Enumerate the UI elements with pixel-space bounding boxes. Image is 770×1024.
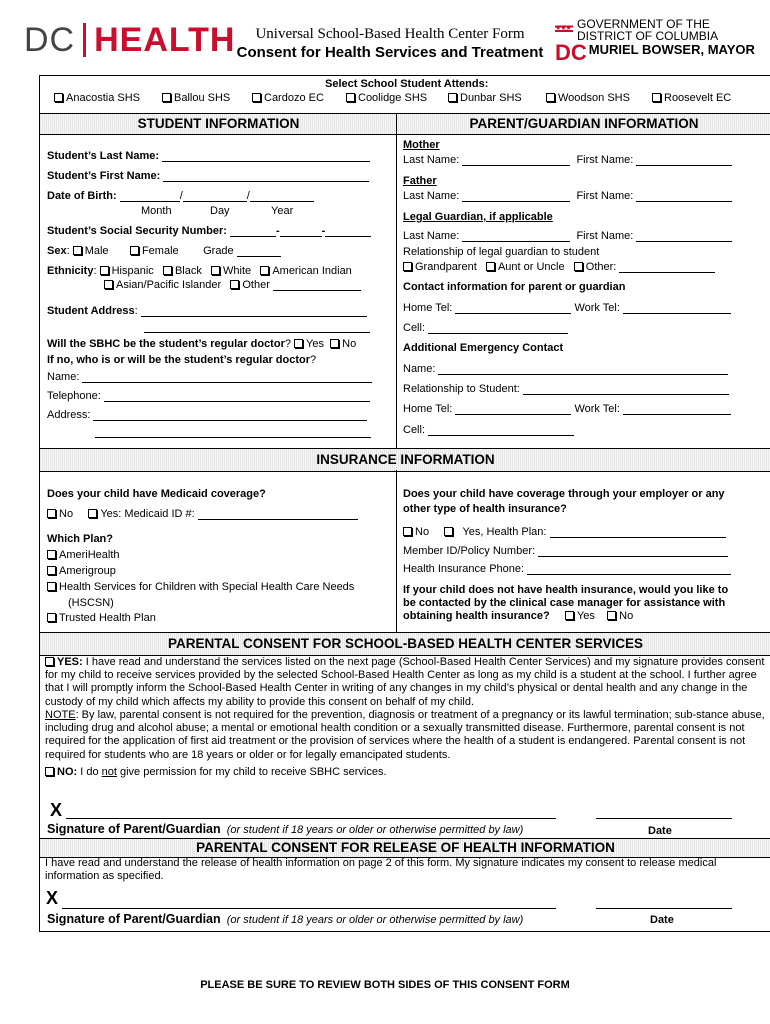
father-last-name: Last Name: First Name: — [403, 190, 732, 202]
dob-year-field[interactable] — [250, 191, 314, 202]
male-checkbox[interactable] — [73, 246, 82, 255]
signature-x-2: X — [46, 888, 59, 908]
dob-label: Date of Birth: / / — [47, 190, 314, 202]
legal-guardian-label: Legal Guardian, if applicable — [403, 211, 553, 223]
plan-trusted[interactable]: Trusted Health Plan — [47, 612, 156, 624]
guardian-relationship-options: Grandparent Aunt or Uncle Other: — [403, 261, 715, 273]
school-woodson[interactable]: Woodson SHS — [546, 92, 630, 104]
medicaid-no-checkbox[interactable] — [47, 509, 56, 518]
ssn-field-3[interactable] — [325, 226, 371, 237]
medicaid-question: Does your child have Medicaid coverage? — [47, 488, 266, 500]
emergency-relationship-field[interactable] — [523, 384, 729, 395]
date-line-2[interactable] — [596, 907, 732, 909]
student-info-heading: STUDENT INFORMATION — [137, 116, 300, 131]
father-first-name-field[interactable] — [636, 191, 732, 202]
other-ethnicity-field[interactable] — [273, 280, 361, 291]
school-cardozo[interactable]: Cardozo EC — [252, 92, 324, 104]
emergency-work-tel-field[interactable] — [623, 404, 731, 415]
checkbox-icon[interactable] — [652, 93, 661, 102]
insurance-heading: INSURANCE INFORMATION — [40, 448, 770, 472]
form-body — [39, 75, 770, 932]
checkbox-icon[interactable] — [54, 93, 63, 102]
doctor-address-field-2[interactable] — [95, 427, 371, 438]
column-divider — [396, 113, 397, 448]
parent-info-heading: PARENT/GUARDIAN INFORMATION — [469, 116, 699, 131]
emergency-name: Name: — [403, 363, 728, 375]
parent-work-tel-field[interactable] — [623, 303, 731, 314]
school-label: Select School Student Attends: — [325, 78, 489, 90]
checkbox-icon[interactable] — [47, 613, 56, 622]
hispanic-checkbox[interactable] — [100, 266, 109, 275]
guardian-last-name-field[interactable] — [462, 231, 570, 242]
father-last-name-field[interactable] — [462, 191, 570, 202]
logo-divider — [83, 23, 86, 57]
month-caption: Month — [141, 205, 172, 217]
guardian-relationship-label: Relationship of legal guardian to student — [403, 246, 600, 258]
consent-heading: PARENTAL CONSENT FOR SCHOOL-BASED HEALTH CENTER SERVICES — [40, 632, 770, 656]
year-caption: Year — [271, 205, 294, 217]
student-first-name-field[interactable] — [163, 171, 369, 182]
mother-last-name-field[interactable] — [462, 155, 570, 166]
emergency-name-field[interactable] — [438, 364, 728, 375]
black-checkbox[interactable] — [163, 266, 172, 275]
member-id-field[interactable] — [538, 546, 728, 557]
school-dunbar[interactable]: Dunbar SHS — [448, 92, 522, 104]
mayor-name: MURIEL BOWSER, MAYOR — [588, 42, 755, 57]
parent-cell-field[interactable] — [428, 323, 568, 334]
ssn-field-2[interactable] — [280, 226, 322, 237]
checkbox-icon[interactable] — [346, 93, 355, 102]
consent-no-paragraph: NO: I do not give permission for my child to receive SBHC services. — [45, 766, 767, 779]
dc-health-logo — [24, 18, 235, 62]
insurance-phone-label: Health Insurance Phone: — [403, 563, 731, 575]
logo-dc: DC — [24, 20, 76, 59]
emergency-cell-field[interactable] — [428, 425, 574, 436]
guardian-first-name-field[interactable] — [636, 231, 732, 242]
who-doctor-question: If no, who is or will be the student’s regular doctor? — [47, 354, 317, 366]
grandparent-checkbox[interactable] — [403, 262, 412, 271]
other-relationship-checkbox[interactable] — [574, 262, 583, 271]
plan-hscsn[interactable]: Health Services for Children with Special Health Care Needs — [47, 581, 354, 593]
footer-reminder: PLEASE BE SURE TO REVIEW BOTH SIDES OF THIS CONSENT FORM — [200, 979, 570, 991]
parent-cell: Cell: — [403, 322, 568, 334]
doctor-telephone-field[interactable] — [104, 391, 370, 402]
doctor-address-field[interactable] — [93, 410, 367, 421]
doctor-address-label: Address: — [47, 409, 367, 421]
regular-doctor-question: Will the SBHC be the student’s regular doctor? Yes No — [47, 338, 357, 350]
gov-dc-mark: DC — [555, 40, 587, 65]
guardian-last-name: Last Name: First Name: — [403, 230, 732, 242]
checkbox-icon[interactable] — [47, 566, 56, 575]
medicaid-id-field[interactable] — [198, 509, 358, 520]
release-heading: PARENTAL CONSENT FOR RELEASE OF HEALTH INFORMATION — [40, 838, 770, 858]
which-plan-label: Which Plan? — [47, 533, 113, 545]
mother-label: Mother — [403, 139, 440, 151]
other-ethnicity-checkbox[interactable] — [230, 280, 239, 289]
student-last-name-field[interactable] — [162, 151, 370, 162]
signature-label-1: Signature of Parent/Guardian (or student if 18 years or older or otherwise permitted by law) — [47, 822, 524, 836]
checkbox-icon[interactable] — [448, 93, 457, 102]
signature-x-1: X — [50, 800, 63, 820]
government-logo — [555, 17, 755, 65]
mother-last-name: Last Name: First Name: — [403, 154, 732, 166]
flag-icon: ★★★ — [555, 20, 573, 34]
employer-question-2: other type of health insurance? — [403, 503, 567, 515]
case-manager-q2: be contacted by the clinical case manager for assistance with — [403, 597, 726, 609]
school-coolidge[interactable]: Coolidge SHS — [346, 92, 427, 104]
consent-yes-paragraph: YES: I have read and understand the services listed on the next page (School-Based Health Center Services) and my signature provides consent for my child to receive services provided by the selected School-Based Health Center as long as my child is a student at the school. I further agree that I will promptly inform the School-Based Health Center in writing of any changes in my child’s physical or dental health and any change in the custody of my child which affects my ability to provide this consent on behalf of my child. — [45, 656, 765, 708]
medicaid-yes-checkbox[interactable] — [88, 509, 97, 518]
gov-line-2: DISTRICT OF COLUMBIA — [577, 29, 719, 43]
form-title: Universal School-Based Health Center Form — [255, 26, 525, 42]
checkbox-icon[interactable] — [47, 550, 56, 559]
employer-question-1: Does your child have coverage through your employer or any — [403, 488, 725, 500]
hscsn-abbrev: (HSCSN) — [68, 597, 114, 609]
case-yes-checkbox[interactable] — [565, 611, 574, 620]
doctor-name-label: Name: — [47, 371, 372, 383]
asian-checkbox[interactable] — [104, 280, 113, 289]
date-label-2: Date — [650, 914, 674, 926]
sex-row: Sex: Male Female Grade — [47, 245, 281, 257]
female-checkbox[interactable] — [130, 246, 139, 255]
school-roosevelt[interactable]: Roosevelt EC — [652, 92, 731, 104]
other-relationship-field[interactable] — [619, 262, 715, 273]
ethnicity-row-2: Asian/Pacific Islander Other — [104, 279, 361, 291]
gov-line-1: GOVERNMENT OF THE — [577, 17, 710, 31]
date-label-1: Date — [648, 825, 672, 837]
doctor-telephone-label: Telephone: — [47, 390, 370, 402]
mother-first-name-field[interactable] — [636, 155, 732, 166]
emergency-home-tel: Home Tel: Work Tel: — [403, 403, 731, 415]
student-last-name-label: Student’s Last Name: — [47, 150, 370, 162]
insurance-divider — [396, 470, 397, 632]
case-no-checkbox[interactable] — [607, 611, 616, 620]
checkbox-icon[interactable] — [162, 93, 171, 102]
contact-info-label: Contact information for parent or guardian — [403, 281, 626, 293]
student-address-field-2[interactable] — [144, 322, 370, 333]
info-headers — [40, 113, 770, 135]
case-manager-q1: If your child does not have health insurance, would you like to — [403, 584, 729, 596]
student-address-line2 — [144, 321, 370, 333]
employer-yes-checkbox[interactable] — [444, 527, 453, 536]
aunt-uncle-checkbox[interactable] — [486, 262, 495, 271]
student-first-name-label: Student’s First Name: — [47, 170, 369, 182]
insurance-phone-field[interactable] — [527, 564, 731, 575]
ethnicity-row: Ethnicity: Hispanic Black White American Indian — [47, 265, 352, 277]
plan-amerihealth[interactable]: AmeriHealth — [47, 549, 120, 561]
release-paragraph: I have read and understand the release of health information on page 2 of this form. My signature indicates my consent to release medical information as specified. — [45, 857, 717, 883]
emergency-home-tel-field[interactable] — [455, 404, 571, 415]
employer-no-checkbox[interactable] — [403, 527, 412, 536]
regular-doctor-no-checkbox[interactable] — [330, 339, 339, 348]
emergency-relationship: Relationship to Student: — [403, 383, 729, 395]
parent-home-tel-field[interactable] — [455, 303, 571, 314]
logo-health: HEALTH — [94, 20, 236, 59]
medicaid-options: No Yes: Medicaid ID #: — [47, 508, 358, 520]
day-caption: Day — [210, 205, 230, 217]
checkbox-icon[interactable] — [47, 582, 56, 591]
employer-options: No Yes, Health Plan: — [403, 526, 726, 538]
doctor-name-field[interactable] — [82, 372, 372, 383]
plan-amerigroup[interactable]: Amerigroup — [47, 565, 116, 577]
american-indian-checkbox[interactable] — [260, 266, 269, 275]
consent-yes-checkbox[interactable] — [45, 657, 54, 666]
white-checkbox[interactable] — [211, 266, 220, 275]
student-address-label: Student Address: — [47, 305, 367, 317]
signature-line-2[interactable] — [62, 907, 556, 909]
consent-note-paragraph: NOTE: By law, parental consent is not required for the prevention, diagnosis or treatment of a pregnancy or its lawful termination; sub-stance abuse, including drug and alcohol abuse; a mental or emotional health condition or a sexually transmitted disease. Furthermore, parental consent is not required for the application of first aid treatment or the provision of services where the health of a student is endangered. Parental consent is not required for students who are 18 years or older or for legally emancipated students. — [45, 709, 765, 761]
father-label: Father — [403, 175, 437, 187]
dob-day-field[interactable] — [183, 191, 247, 202]
emergency-cell: Cell: — [403, 424, 574, 436]
date-line-1[interactable] — [596, 817, 732, 819]
student-address-field[interactable] — [141, 306, 367, 317]
ssn-label: Student’s Social Security Number: - - — [47, 225, 371, 237]
consent-no-checkbox[interactable] — [45, 767, 54, 776]
school-ballou[interactable]: Ballou SHS — [162, 92, 230, 104]
member-id-label: Member ID/Policy Number: — [403, 545, 728, 557]
ssn-field-1[interactable] — [230, 226, 276, 237]
form-subtitle: Consent for Health Services and Treatment — [236, 44, 544, 61]
signature-label-2: Signature of Parent/Guardian (or student if 18 years or older or otherwise permitted by law) — [47, 912, 524, 926]
emergency-contact-label: Additional Emergency Contact — [403, 342, 564, 354]
parent-home-tel: Home Tel: Work Tel: — [403, 302, 731, 314]
school-anacostia[interactable]: Anacostia SHS — [54, 92, 140, 104]
signature-line-1[interactable] — [66, 817, 556, 819]
doctor-address-line2 — [95, 426, 371, 438]
checkbox-icon[interactable] — [546, 93, 555, 102]
case-manager-q3: obtaining health insurance? Yes No — [403, 610, 634, 622]
dob-month-field[interactable] — [120, 191, 180, 202]
health-plan-field[interactable] — [550, 527, 726, 538]
regular-doctor-yes-checkbox[interactable] — [294, 339, 303, 348]
grade-field[interactable] — [237, 246, 281, 257]
checkbox-icon[interactable] — [252, 93, 261, 102]
